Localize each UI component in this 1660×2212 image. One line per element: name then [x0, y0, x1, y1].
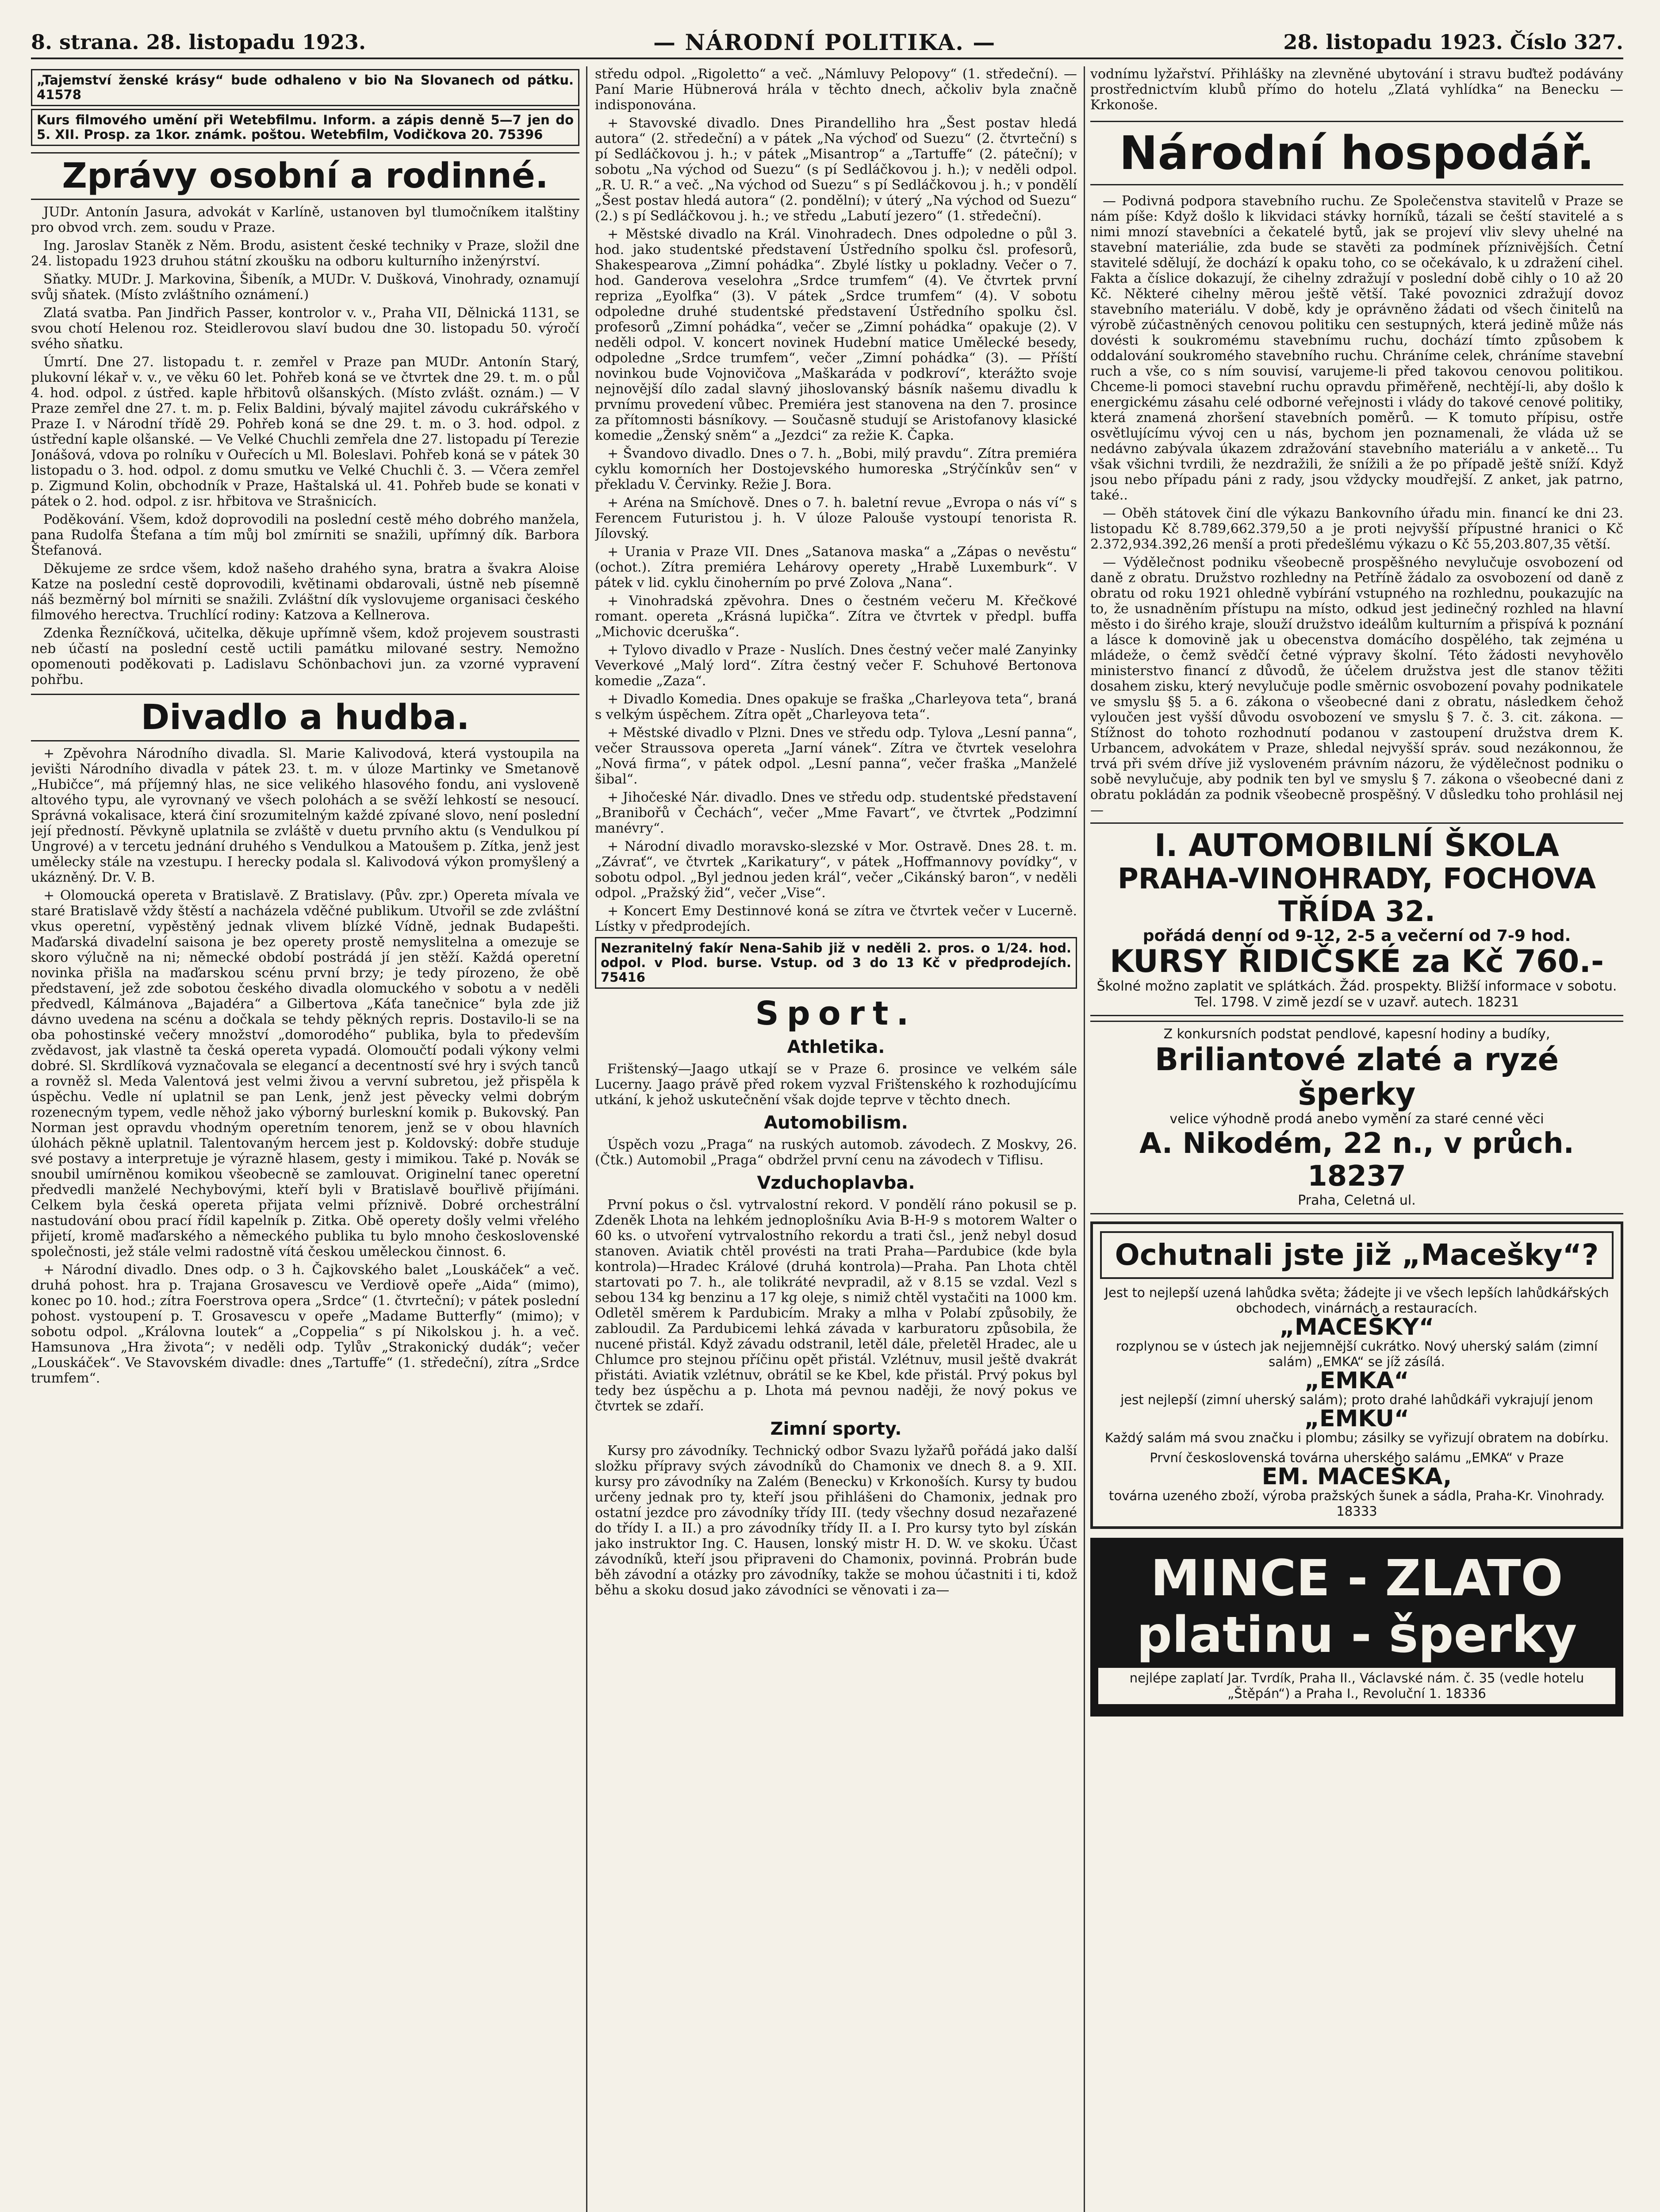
- ad-address: PRAHA-VINOHRADY, FOCHOVA TŘÍDA 32.: [1117, 863, 1596, 928]
- article-paragraph: + Městské divadlo na Král. Vinohradech. Dnes odpoledne o půl 3. hod. jako studentské představení Ústředního spolku čsl. profesorů, Shakespearova „Zimní pohádka“. Zbylé lístky u pokladny. Večer o 7. hod. Ganderova veselohra „Srdce trumfem“ (4). Ve čtvrtek první repriza „Eyolfka“ (3). V pátek „Srdce trumfem“ (4). V sobotu odpoledne druhé studentské představení Ústředního spolku čsl. profesorů „Zimní pohádka“, večer se „Zimní pohádka“ opakuje (2). V neděli odpol. V. koncert novinek Hudební matice Umělecké besedy, odpoledne „Srdce trumfem“, večer „Zimní pohádka“ (3). — Příští novinkou bude Vojnovičova „Maškaráda v podkroví“, kterážto svoje nejnovější dílo zadal slavný jihoslovanský básník našemu divadlu k prvnímu provedení vůbec. Premiéra jest stanovena na den 7. prosince za přítomnosti básníkovy. — Současně studují se Aristofanovy klasické komedie „Ženský sněm“ a „Jezdci“ za režie K. Čapka.: [595, 227, 1077, 443]
- section-heading-sport: Sport.: [755, 995, 917, 1033]
- column-rule: [586, 66, 587, 2212]
- article-paragraph: + Stavovské divadlo. Dnes Pirandelliho hra „Šest postav hledá autora“ (2. středeční) a v pátek „Na výchoď od Suezu“ (2. čtvrteční) s pí Sedláčkovou j. h.; v pátek „Misantrop“ a „Tartuffe“ (2. páteční); v sobotu „Na východ od Suezu“ (s pí Sedláčkovou j. h.); v neděli odpol. „R. U. R.“ a več. „Na východ od Suezu“ s pí Sedláčkovou j. h.; v pondělí „Šest postav hledá autora“ (2. pondělní); v úterý „Na východ od Suezu“ (2.) s pí Sedláčkovou j. h.; ve středu „Labutí jezero“ (1. středeční).: [595, 115, 1077, 224]
- article-paragraph: JUDr. Antonín Jasura, advokát v Karlíně, ustanoven byl tlumočníkem italštiny pro obvod vrch. zem. soudu v Praze.: [31, 204, 579, 235]
- subheading-athletika: Athletika.: [787, 1037, 885, 1057]
- ad-text: jest nejlepší (zimní uherský salám); proto drahé lahůdkáři vykrajují jenom: [1120, 1392, 1593, 1407]
- article-paragraph: + Městské divadlo v Plzni. Dnes ve středu odp. Tylova „Lesní panna“, večer Straussova opereta „Jarní vánek“. Zítra ve čtvrtek veselohra „Nová firma“, v pátek odpol. „Lesní panna“, večer fraška „Manželé šibal“.: [595, 725, 1077, 787]
- masthead: — NÁRODNÍ POLITIKA. —: [653, 29, 996, 55]
- article-paragraph: + Olomoucká opereta v Bratislavě. Z Bratislavy. (Pův. zpr.) Opereta mívala ve staré Bratislavě vždy štěstí a nacházela vděčné publikum. Utvořil se zde zvláštní vkus operetní, vypěstěný jednak vlivem blízké Vídně, jednak Budapešti. Maďarská divadelní saisona je bez operety prostě nemyslitelna a omezuje se skoro výlučně na ni; německé období postrádá jí jen stěží. Každá operetní novinka přišla na maďarskou scénu první brzy; je tedy pírozeno, že obě představení, jež zde sobotou českého divadla olomuckého v sobotu a v neděli předvedl, Kálmánova „Bajadéra“ a Gilbertova „Káťa tanečnice“ byla zde již dávno uvedena na scénu a dočkala se tehdy pěkných repris. Dostavilo-li se na oba pohostinské večery množství „domorodého“ publika, byla to především zvědavost, jak vlastně ta česká opereta vypadá. Olomoučtí podali výkony velmi dobré. Sl. Skrdlíková vyznačovala se elegancí a decentností své hry i svých tanců a rovněž sl. Meda Valentová jest velmi živou a vervní subretou, jež přispěla k úspěchu. Vedle ní uplatnil se pan Lenk, jenž jest pěvecky velmi dobrým rozenecným typem, vedle něhož jako výborný burleskní komik p. Bukovský. Pan Norman jest opravdu vhodným operetním tenorem, jenž se v obou hlavních úlohách pěkně uplatnil. Talentovaným hercem jest p. Koldovský: dobře studuje své postavy a interpretuje je výrazně hlasem, gesty i mimikou. Také p. Novák se snoubil umírněnou komikou všeobecně se zamlouvat. Originelní tanec operetní předvedli manželé Nechybovými, kteří byli v Bratislavě bouřlivě přijímáni. Celkem byla česká opereta přijata velmi příznivě. Dobré orchestrální nastudování obou prací řídil kapelník p. Zitka. Obě operety došly velmi vřelého přijetí, kromě maďarského a německého publika tu bylo mnoho československé společnosti, jež stále velmi radostně vítá českou uměleckou činnost. 6.: [31, 888, 579, 1260]
- article-paragraph: + Národní divadlo. Dnes odp. o 3 h. Čajkovského balet „Louskáček“ a več. druhá pohost. hra p. Trajana Grosavescu ve Verdiově opeře „Aida“ (mimo), konec po 10. hod.; zítra Foerstrova opera „Srdce“ (1. čtvrteční); v pátek poslední pohost. vystoupení p. T. Grosavescu v opeře „Madame Butterfly“ (mimo); v sobotu odpol. „Královna loutek“ a „Coppelia“ s pí Nikolskou j. h. a več. Hamsunova „Hra života“; v neděli odp. Tylův „Strakonický dudák“; večer „Louskáček“. Ve Stavovském divadle: dnes „Tartuffe“ (1. středeční), zítra „Srdce trumfem“.: [31, 1262, 579, 1386]
- article-paragraph: — Výdělečnost podniku všeobecně prospěšného nevylučuje osvobození od daně z obratu. Družstvo rozhledny na Petříně žádalo za osvobození od daně z obratu od roku 1921 ohledně vybírání vstupného na rozhlednu, poukazujíc na to, že usnadněním přístupu na místo, odkud jest jedinečný rozhled na hlavní město i do širého kraje, slouží družstvo ideálům kulturním a přispívá k poznání a lásce k domovině jak u obecenstva domácího dospělého, tak zejména u mládeže, o čemž svědčí četné výpravy školní. Této žádosti nevyhovělo ministerstvo financí z důvodů, že účelem družstva jest dle stanov těžiti dosahem zisku, který nevylučuje podle směrnic osvobození povahy podnikatele ve smyslu §§ 5. a 6. zákona o všeobecné dani z obratu, následkem čehož vyloučen jest vyšší důvodu osvobození ve smyslu § 7. č. 3. cit. zákona. — Stížnost do tohoto rozhodnutí podanou v zastoupení družstva drem K. Urbancem, advokátem v Praze, shledal nejvyšší správ. soud nezákonnou, že trvá při svém dříve již vysloveném právním názoru, že výdělečnost podniku o sobě nevylučuje, aby podnik ten byl ve smyslu § 7. zákona o všeobecné dani z obratu pokládán za podnik všeobecně prospěšný. V důsledku toho prohlásil nej—: [1090, 555, 1623, 818]
- column-middle: [595, 66, 1077, 2212]
- article-paragraph: + Švandovo divadlo. Dnes o 7. h. „Bobi, milý pravdu“. Zítra premiéra cyklu komorních her Dostojevského humoreska „Strýčínkův sen“ v překladu V. Červinky. Režie J. Bora.: [595, 446, 1077, 492]
- article-paragraph: vodnímu lyžařství. Přihlášky na zlevněné ubytování i stravu buďtež podávány prostřednictvím klubů přímo do hotelu „Zlatá vyhlídka“ na Benecku — Krkonoše.: [1090, 66, 1623, 113]
- ad-brand: „MACEŠKY“: [1279, 1314, 1434, 1340]
- article-paragraph: + Tylovo divadlo v Praze - Nuslích. Dnes čestný večer malé Zanyinky Veverkové „Malý lord“. Zítra čestný večer F. Schuhové Bertonova komedie „Zaza“.: [595, 642, 1077, 689]
- article-paragraph: Ing. Jaroslav Staněk z Něm. Brodu, asistent české techniky v Praze, složil dne 24. listopadu 1923 druhou státní zkoušku na odboru kulturního inženýrství.: [31, 238, 579, 269]
- column-rule: [1084, 66, 1085, 2212]
- article-paragraph: Sňatky. MUDr. J. Markovina, Šibeník, a MUDr. V. Dušková, Vinohrady, oznamují svůj sňatek. (Místo zvláštního oznámení.): [31, 272, 579, 303]
- article-paragraph: + Koncert Emy Destinnové koná se zítra ve čtvrtek večer v Lucerně. Lístky v předprodejích.: [595, 903, 1077, 934]
- article-paragraph: středu odpol. „Rigoletto“ a več. „Námluvy Pelopovy“ (1. středeční). — Paní Marie Hübnerová hrála v těchto dnech, ačkoliv byla značně indisponována.: [595, 66, 1077, 113]
- ad-text: nejlépe zaplatí Jar. Tvrdík, Praha II., Václavské nám. č. 35 (vedle hotelu „Štěpán“) a Praha I., Revoluční 1. 18336: [1098, 1668, 1615, 1704]
- article-paragraph: + Aréna na Smíchově. Dnes o 7. h. baletní revue „Evropa o nás ví“ s Ferencem Futuristou j. h. V úloze Palouše vystoupí tenorista R. Jílovský.: [595, 495, 1077, 541]
- ad-text: Školné možno zaplatit ve splátkách. Žád. prospekty. Bližší informace v sobotu. Tel. 1798. V zimě jezdí se v uzavř. autech. 18231: [1096, 979, 1617, 1010]
- article-paragraph: Úspěch vozu „Praga“ na ruských automob. závodech. Z Moskvy, 26. (Čtk.) Automobil „Praga“ obdržel první cenu na závodech v Tiflisu.: [595, 1137, 1077, 1168]
- ad-headline: MINCE - ZLATO: [1150, 1550, 1563, 1607]
- ad-briliantove: [1090, 1021, 1623, 1214]
- section-heading-theatre: Divadlo a hudba.: [31, 694, 579, 741]
- article-paragraph: + Divadlo Komedia. Dnes opakuje se fraška „Charleyova teta“, braná s velkým úspěchem. Zítra opět „Charleyova teta“.: [595, 691, 1077, 722]
- ad-text: První československá továrna uherského salámu „EMKA“ v Praze: [1150, 1450, 1564, 1465]
- article-paragraph: Úmrtí. Dne 27. listopadu t. r. zemřel v Praze pan MUDr. Antonín Starý, plukovní lékař v. v., ve věku 60 let. Pohřeb koná se ve čtvrtek dne 29. t. m. o půl 4. hod. odpol. z ústřed. kaple hřbitovů olšanských. (Místo zvlášt. oznám.) — V Praze zemřel dne 27. t. m. p. Felix Baldini, bývalý majitel závodu cukrářského v Praze I. v Národní třídě 29. Pohřeb koná se dne 29. t. m. o 3. hod. odpol. z ústřední kaple olšanské. — Ve Velké Chuchli zemřela dne 27. listopadu pí Terezie Jonášová, vdova po rolníku v Ouřecích u Ml. Boleslavi. Pohřeb koná se v pátek 30 listopadu o 3. hod. odpol. z domu smutku ve Velké Chuchli č. 3. — Včera zemřel p. Zigmund Kolin, obchodník v Praze, Haštalská ul. 41. Pohřeb bude se konati v pátek o 2. hod. odpol. z isr. hřbitova ve Strašnicích.: [31, 354, 579, 509]
- ad-text: Každý salám má svou značku i plombu; zásilky se vyřizují obratem na dobírku.: [1104, 1430, 1609, 1445]
- article-paragraph: — Oběh státovek činí dle výkazu Bankovního úřadu min. financí ke dni 23. listopadu Kč 8.789,662.379,50 a je proti nejvyšší přípustné hranici o Kč 2.372,934.392,26 menší a proti předešlému výkazu o Kč 55,203.807,35 větší.: [1090, 506, 1623, 552]
- ad-macesky: [1090, 1221, 1623, 1529]
- fakir-notice-box: Nezranitelný fakír Nena-Sahib již v neděli 2. pros. o 1/24. hod. odpol. v Plod. burse. Vstup. od 3 do 13 Kč v předprodejích. 75416: [595, 937, 1077, 989]
- notice-box: Kurs filmového umění při Wetebfilmu. Inform. a zápis denně 5—7 jen do 5. XII. Prosp. za 1kor. známk. poštou. Wetebfilm, Vodičkova 20. 75396: [31, 109, 579, 146]
- subheading-vzduchoplavba: Vzduchoplavba.: [757, 1173, 915, 1193]
- article-paragraph: + Jihočeské Nár. divadlo. Dnes ve středu odp. studentské představení „Branibořů v Čechách“, večer „Mme Favart“, ve čtvrtek „Podzimní manévry“.: [595, 790, 1077, 836]
- ad-text: rozplynou se v ústech jak nejjemnější cukrátko. Nový uherský salám (zimní salám) „EMKA“ se jíž zásílá.: [1116, 1339, 1598, 1369]
- ad-text: Jest to nejlepší uzená lahůdka světa; žádejte ji ve všech lepších lahůdkářských obchodech, vinárnách a restauracích.: [1104, 1285, 1609, 1316]
- article-paragraph: + Urania v Praze VII. Dnes „Satanova maska“ a „Zápas o nevěstu“ (ochot.). Zítra premiéra Lehárovy operety „Hrabě Luxemburk“. V pátek v lid. cyklu činoherním po prvé Zolova „Nana“.: [595, 544, 1077, 591]
- section-heading-personal: Zprávy osobní a rodinné.: [31, 152, 579, 200]
- column-left: [31, 66, 579, 2212]
- ad-automobilni-skola: [1090, 822, 1623, 1016]
- article-paragraph: + Národní divadlo moravsko-slezské v Mor. Ostravě. Dnes 28. t. m. „Závrať“, ve čtvrtek „Karikatury“, v pátek „Hoffmannovy povídky“, v sobotu odpol. „Byl jednou jeden král“, večer „Cikánský baron“, v neděli odpol. „Pražský žid“, večer „Vise“.: [595, 839, 1077, 901]
- ad-name: A. Nikodém, 22 n., v průch. 18237: [1139, 1127, 1574, 1193]
- notice-box: „Tajemství ženské krásy“ bude odhaleno v bio Na Slovanech od pátku. 41578: [31, 69, 579, 106]
- ad-brand: „EMKA“: [1304, 1367, 1409, 1394]
- ad-brand: EM. MACEŠKA,: [1261, 1463, 1452, 1490]
- ad-headline: platinu - šperky: [1136, 1606, 1577, 1664]
- article-paragraph: + Zpěvohra Národního divadla. Sl. Marie Kalivodová, která vystoupila na jevišti Národního divadla v pátek 23. t. m. v úloze Martinky ve Smetanově „Hubičce“, má příjemný hlas, ne sice velikého hlasového fondu, ani vysloveně altového typu, ale vyrovnaný ve všech polohách a se svěží lehkostí se nesoucí. Správná vokalisace, která činí srozumitelným každé zpívané slovo, není poslední její předností. Pěvkyně uplatnila se zvláště v duetu prvního aktu (s Vendulkou pí Ungrové) a v tercetu jednání druhého s Vendulkou a Matoušem p. Zítka, jenž jest umělecky stále na vzestupu. I herecky podala sl. Kalivodová výkon promyšlený a ukázněný. Dr. V. B.: [31, 746, 579, 885]
- ad-text: pořádá denní od 9-12, 2-5 a večerní od 7-9 hod.: [1142, 927, 1571, 945]
- article-paragraph: Zlatá svatba. Pan Jindřich Passer, kontrolor v. v., Praha VII, Dělnická 1131, se svou chotí Helenou roz. Steidlerovou slaví budou dne 30. listopadu 50. výročí svého sňatku.: [31, 305, 579, 352]
- ad-text: velice výhodně prodá anebo vymění za staré cenné věci: [1169, 1111, 1544, 1127]
- page-header: [31, 27, 1623, 59]
- subheading-automobilism: Automobilism.: [764, 1113, 908, 1133]
- section-heading-narodni-hospodar: Národní hospodář.: [1090, 121, 1623, 185]
- header-right: 28. listopadu 1923. Číslo 327.: [1283, 30, 1623, 54]
- column-right: [1090, 66, 1623, 2212]
- ad-text: Praha, Celetná ul.: [1298, 1193, 1416, 1208]
- ad-title: I. AUTOMOBILNÍ ŠKOLA: [1154, 827, 1560, 864]
- ad-mince-zlato: [1090, 1538, 1623, 1717]
- ad-title: Briliantové zlaté a ryzé šperky: [1154, 1041, 1559, 1112]
- article-paragraph: Kursy pro závodníky. Technický odbor Svazu lyžařů pořádá jako další složku přípravy svých závodníků do Chamonix ve dnech 8. a 9. XII. kursy pro závodníky na Zalém (Benecku) v Krkonoších. Kursy ty budou určeny jednak pro ty, kteří jsou přihlášeni do Chamonix, jednak pro ostatní jezdce pro závodníky třídy III. (tedy všechny dosud nezařazené do třídy I. a II.) a pro závodníky třídy II. a I. Pro kursy tyto byl získán jako instruktor Ing. C. Hausen, lonský mistr H. D. W. ve skoku. Účast závodníků, kteří jsou připraveni do Chamonix, povinná. Probrán bude běh závodní a otázky pro závodníky, takže se mohou účastniti i ti, kdož běhu a skoku dosud jako závodníci se věnovati i za—: [595, 1443, 1077, 1598]
- article-paragraph: + Vinohradská zpěvohra. Dnes o čestném večeru M. Křečkové romant. opereta „Krásná lupička“. Zítra ve čtvrtek v předpl. buffa „Michovic dceruška“.: [595, 593, 1077, 640]
- article-paragraph: Děkujeme ze srdce všem, kdož našeho drahého syna, bratra a švakra Aloise Katze na poslední cestě doprovodili, květinami obdarovali, ústně neb písemně náš bezměrný bol mírniti se snažili. Zvláštní dík vyslovujeme organisaci českého filmového herectva. Truchlící rodiny: Katzova a Kellnerova.: [31, 561, 579, 623]
- article-paragraph: — Podivná podpora stavebního ruchu. Ze Společenstva stavitelů v Praze se nám píše: Když došlo k likvidaci stávky horníků, tázali se čeští stavitelé a s nimi mnozí stavebníci a čekatelé bytů, jak se projeví vliv slevy uhelné na stavební materiálie, zda bude se stavěti za podmínek příznivějších. Četní stavitelé sdělují, že dochází k opaku toho, co se očekávalo, k u zdražení cihel. Fakta a číslice dokazují, že cihelny zdražují v poslední době cihly o 10 až 20 Kč. Některé cihelny mērou ještě větší. Také povoznici zdražují dovoz stavebního materiálu. V době, kdy je oprávněno žádati od všech činitelů na výrobě zúčastněných cenovou politiku cen sestupných, která jedině může nás dovésti k soukromému stavebnímu ruchu, dochází tímto způsobem k oddalování soukromého stavebního ruchu. Chráníme celek, chráníme stavební ruch a vše, co s ním souvisí, varujeme-li před takovou cenovou politikou. Chceme-li pomoci stavební ruchu opravdu přiměřeně, nechtějí-li, aby došlo k energickému zásahu celé odborné veřejnosti i vlády do takové cenové politiky, která znamená zhoršení stavebních poměrů. — K tomuto přípisu, ostře osvětlujícímu vývoj cen u nás, bychom jen poznamenali, že vláda už se nedávno zabývala úkazem zdražování stavebního materiálu a v anketě... Tu však všichni tvrdili, že nezdražili, že snížili a že po případě ještě sníží. Když jsou nebo případu páni z rady, jsou vždycky moudřejší. Z anket, jak patrno, také..: [1090, 193, 1623, 503]
- ad-text: Z konkursních podstat pendlové, kapesní hodiny a budíky,: [1163, 1026, 1550, 1042]
- article-paragraph: Poděkování. Všem, kdož doprovodili na poslední cestě mého dobrého manžela, pana Rudolfa Štefana a tím můj bol zmírniti se snažili, upřímný dík. Barbora Štefanová.: [31, 512, 579, 558]
- subheading-zimni-sporty: Zimní sporty.: [770, 1419, 902, 1439]
- ad-headline: Ochutnali jste již „Macešky“?: [1100, 1231, 1614, 1279]
- ad-price: KURSY ŘIDIČSKÉ za Kč 760.-: [1109, 943, 1604, 979]
- header-left: 8. strana. 28. listopadu 1923.: [31, 30, 366, 54]
- ad-text: továrna uzeného zboží, výroba pražských šunek a sádla, Praha-Kr. Vinohrady. 18333: [1109, 1488, 1605, 1519]
- article-paragraph: Frištenský—Jaago utkají se v Praze 6. prosince ve velkém sále Lucerny. Jaago právě před rokem vyzval Frištenského k rozhodujícímu utkání, k jehož uskutečnění však dojde teprve v těchto dnech.: [595, 1061, 1077, 1108]
- article-paragraph: Zdenka Řezníčková, učitelka, děkuje upřímně všem, kdož projevem soustrasti neb účastí na poslední cestě uctili památku milované sestry. Nemožno opomenouti poděkovati p. Ladislavu Schönbachovi jun. za vzorné vypravení pohřbu.: [31, 626, 579, 687]
- article-paragraph: První pokus o čsl. vytrvalostní rekord. V pondělí ráno pokusil se p. Zdeněk Lhota na lehkém jednoplošníku Avia B-H-9 s motorem Walter o 60 ks. o utvoření vytrvalostního rekordu a trati čsl., jenž nebyl dosud stanoven. Aviatik chtěl provésti na trati Praha—Pardubice (kde byla kontrola)—Hradec Králové (druhá kontrola)—Praha. Pan Lhota chtěl startovati po 7. h., ale tolikráté nevpradil, až v 8.15 se vzdal. Vezl s sebou 134 kg benzinu a 17 kg oleje, s nimiž chtěl vystačiti na 1000 km. Odletěl směrem k Pardubicím. Mraky a mlha v Polabí způsobily, že zabloudil. Za Pardubicemi lehká závada v karburatoru způsobila, že nucené přistál. Když závadu odstranil, letěl dále, přeletěl Hradec, ale u Chlumce pro stejnou příčinu opět přistál. Vzlétnuv, musil ještě dvakrát přistáti. Aviatik vzlétnuv, obrátil se ke Kbel, kde přistál. Prvý pokus byl tedy bez úspěchu a p. Lhota má pevnou naději, že nový pokus ve čtvrtek se zdaří.: [595, 1197, 1077, 1414]
- newspaper-page: [31, 27, 1623, 2212]
- ad-brand: „EMKU“: [1304, 1406, 1410, 1432]
